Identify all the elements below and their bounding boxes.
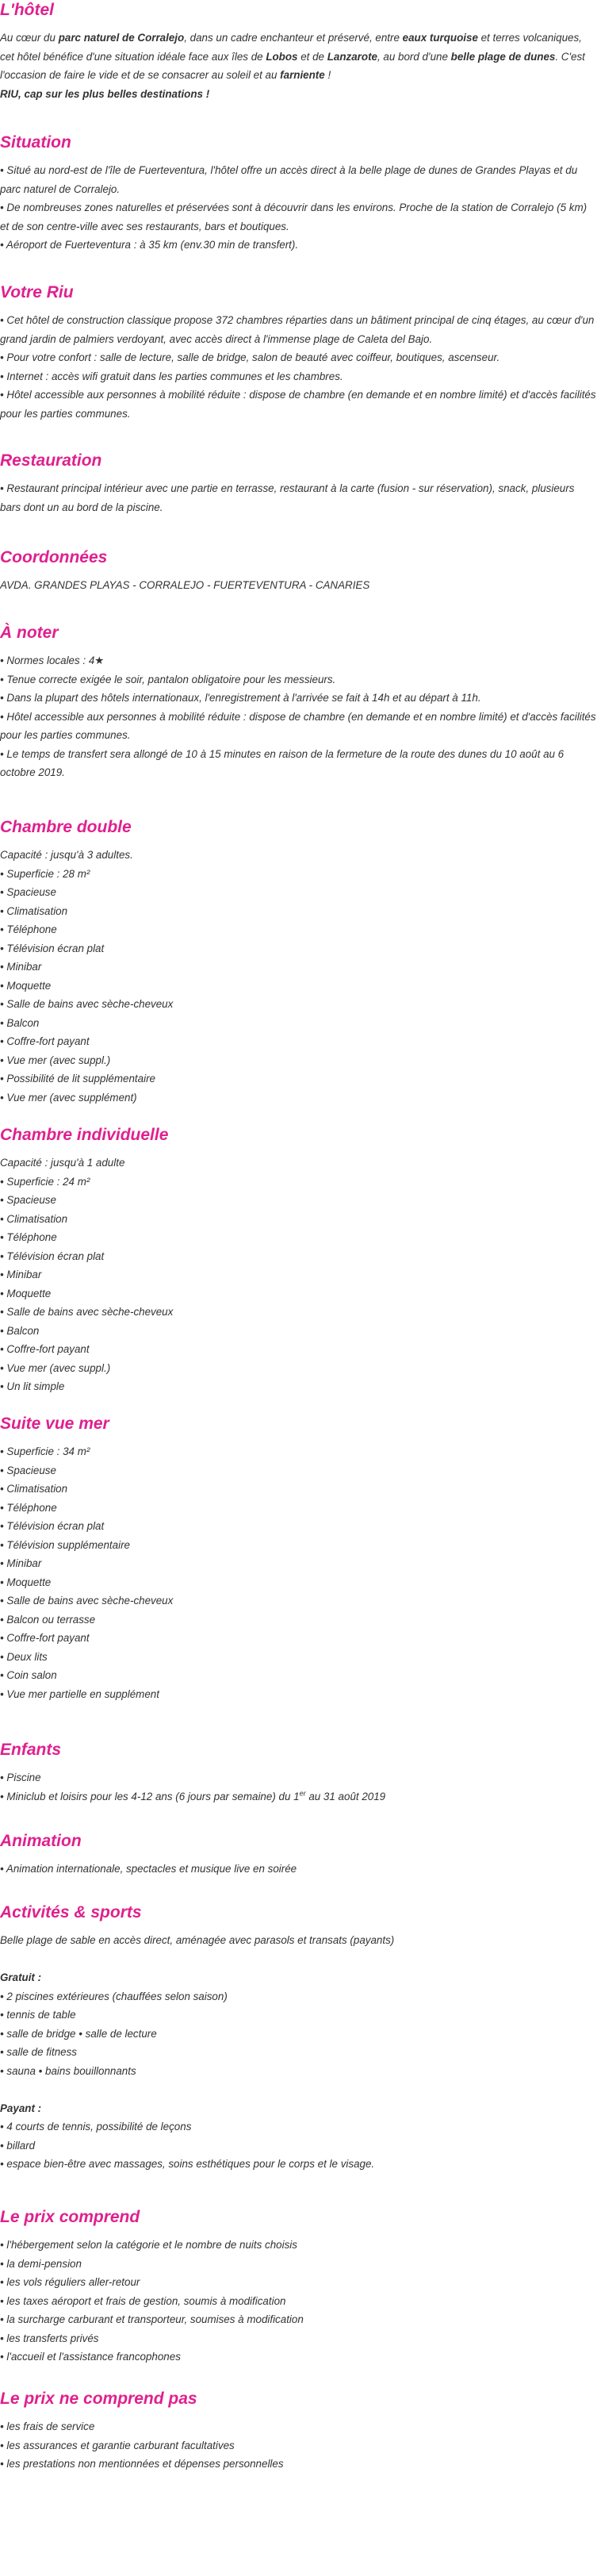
section-l-hotel [0,0,596,103]
text-run: • Cet hôtel de construction classique propose 372 chambres réparties dans un bâtiment principal de cinq étages, au cœur d'un grand jardin de palmiers verdoyant, avec accès direct à l'immense plage de Caleta del Bajo. [0,314,595,345]
text-run: • 4 courts de tennis, possibilité de leçons [0,2121,192,2133]
text-line [0,1228,596,1247]
text-line [0,2329,596,2348]
text-run: • sauna • bains bouillonnants [0,2064,136,2077]
text-run: • Spacieuse [0,886,56,898]
text-run: • Internet : accès wifi gratuit dans les parties communes et les chambres. [0,370,343,382]
section-title: Enfants [0,1741,62,1759]
text-run: Au cœur du [0,32,59,44]
section-title: Animation [0,1832,82,1850]
text-line [0,1629,596,1648]
text-line [0,2236,596,2255]
text-run: • Hôtel accessible aux personnes à mobilité réduite : dispose de chambre (en demande et en nombre limité) et d'accès facilités pour les parties communes. [0,710,596,741]
text-line [0,1554,596,1573]
text-run: • Télévision écran plat [0,1250,105,1262]
section-title: Votre Riu [0,283,74,301]
section-coordonnees [0,547,596,595]
section-title: Coordonnées [0,548,108,566]
section-title: Activités & sports [0,1903,142,1921]
section-title: Restauration [0,451,102,470]
text-run: • Téléphone [0,1501,57,1514]
text-line [0,29,596,85]
text-run: • Vue mer (avec suppl.) [0,1361,111,1374]
text-run: • Superficie : 34 m² [0,1445,90,1457]
text-run: • Moquette [0,1287,52,1300]
text-run: au 31 août 2019 [305,1790,386,1802]
text-run: • Un lit simple [0,1380,65,1392]
text-run: ! [324,69,331,81]
section-body [0,29,596,103]
text-line [0,1573,596,1592]
bold-text: farniente [280,69,325,81]
superscript-text: er [299,1789,306,1798]
bold-text: RIU, cap sur les plus belles destinations ! [0,87,210,100]
text-run: • Tenue correcte exigée le soir, pantalon obligatoire pour les messieurs. [0,673,336,685]
text-line [0,367,596,386]
text-line [0,745,596,782]
text-run: • les prestations non mentionnées et dépenses personnelles [0,2458,284,2470]
text-line [0,651,596,670]
text-line [0,1069,596,1088]
text-run: et terres volcaniques, cet hôtel bénéfice d'une situation idéale face aux îles de [0,32,582,63]
text-run: • les frais de service [0,2421,95,2432]
section-body [0,1931,596,2174]
section-chambre-double [0,817,596,1107]
text-line [0,2292,596,2311]
text-run: Capacité : jusqu'à 1 adulte [0,1157,125,1169]
text-run: • Coffre-fort payant [0,1343,90,1355]
text-line [0,2310,596,2329]
text-line [0,1032,596,1051]
text-run: • Pour votre confort : salle de lecture, salle de bridge, salon de beauté avec coiffeur, boutiques, ascenseur. [0,351,500,363]
text-line [0,1610,596,1630]
text-run: • Hôtel accessible aux personnes à mobilité réduite : dispose de chambre (en demande et en nombre limité) et d'accès facilités pour les parties communes. [0,389,596,420]
text-run: • Télévision écran plat [0,942,105,954]
text-run: • Téléphone [0,923,57,935]
text-run: • Balcon ou terrasse [0,1613,96,1626]
text-run: • Vue mer (avec suppl.) [0,1054,111,1066]
text-run: • Spacieuse [0,1194,56,1206]
bold-text: Payant : [0,2102,42,2114]
text-run: • Climatisation [0,1212,68,1225]
text-run: • tennis de table [0,2009,76,2021]
text-line [0,311,596,348]
text-run: Belle plage de sable en accès direct, aménagée avec parasols et transats (payants) [0,1934,395,1946]
bold-text: Lobos [266,50,298,63]
section-restauration [0,451,596,516]
text-line [0,977,596,996]
text-line [0,1768,596,1787]
text-run: • Restaurant principal intérieur avec une partie en terrasse, restaurant à la carte (fusion - sur réservation), snack, plusieurs bars dont un au bord de la piscine. [0,482,575,513]
text-line [0,1154,596,1173]
section-body [0,2236,596,2367]
text-line [0,1480,596,1499]
text-line [0,920,596,939]
text-line [0,85,596,104]
text-line [0,1088,596,1108]
spacer [0,2080,596,2099]
text-line [0,1442,596,1461]
text-run: • Superficie : 28 m² [0,867,90,880]
section-body [0,161,596,255]
text-line [0,1014,596,1033]
section-votre-riu [0,282,596,423]
text-run: • Aéroport de Fuerteventura : à 35 km (env.30 min de transfert). [0,239,299,251]
text-line [0,1303,596,1322]
text-run: • espace bien-être avec massages, soins esthétiques pour le corps et le visage. [0,2158,375,2170]
text-run: • salle de fitness [0,2046,77,2058]
text-run: • Téléphone [0,1231,57,1243]
text-line [0,198,596,236]
text-run: • Minibar [0,1557,42,1569]
text-run: • les taxes aéroport et frais de gestion, soumis à modification [0,2294,286,2307]
text-run: • l'accueil et l'assistance francophones [0,2351,181,2363]
text-line [0,902,596,921]
section-title: L'hôtel [0,1,54,19]
text-line [0,161,596,198]
text-line [0,939,596,958]
section-animation [0,1831,596,1879]
text-run: , au bord d'une [377,50,451,63]
text-run: • Normes locales : 4★ [0,655,105,666]
text-run: • Situé au nord-est de l'île de Fuerteventura, l'hôtel offre un accès direct à la belle plage de dunes de Grandes Playas et du parc naturel de Corralejo. [0,164,578,195]
text-line [0,2062,596,2081]
spacer [0,1950,596,1969]
text-run: . C'est l'occasion de faire le vide et de se consacrer au soleil et au [0,50,585,81]
section-body [0,479,596,516]
text-line [0,1591,596,1610]
text-run: • Minibar [0,961,42,973]
text-line [0,1666,596,1685]
text-run: • Moquette [0,979,52,992]
text-line [0,2136,596,2156]
text-run: • Balcon [0,1324,40,1337]
text-line [0,348,596,367]
text-line [0,1051,596,1070]
text-line [0,689,596,708]
text-line [0,883,596,902]
text-line [0,2455,596,2474]
text-run: • Balcon [0,1016,40,1029]
bold-text: eaux turquoise [402,32,478,44]
text-line [0,708,596,745]
text-line [0,2255,596,2274]
text-run: • Miniclub et loisirs pour les 4-12 ans (6 jours par semaine) du 1 [0,1790,300,1802]
text-run: , dans un cadre enchanteur et préservé, entre [184,32,403,44]
text-line [0,2006,596,2025]
text-line [0,386,596,423]
text-run: • Superficie : 24 m² [0,1175,90,1188]
bold-text: belle plage de dunes [450,50,556,63]
text-run: • Animation internationale, spectacles et musique live en soirée [0,1863,297,1875]
text-run: • Salle de bains avec sèche-cheveux [0,998,174,1010]
text-run: Capacité : jusqu'à 3 adultes. [0,849,133,861]
text-line [0,1517,596,1536]
section-title: À noter [0,624,59,642]
text-line [0,1340,596,1359]
text-line [0,2273,596,2292]
text-run: • Le temps de transfert sera allongé de 10 à 15 minutes en raison de la fermeture de la route des dunes du 10 août au 6 octobre 2019. [0,747,565,778]
text-run: • Vue mer partielle en supplément [0,1687,159,1700]
text-line [0,865,596,884]
section-body [0,576,596,595]
text-line [0,1931,596,1950]
section-situation [0,132,596,255]
text-line [0,1860,596,1879]
text-run: • la demi-pension [0,2257,82,2270]
text-run: • les vols réguliers aller-retour [0,2276,140,2288]
section-body [0,311,596,423]
bold-text: Gratuit : [0,1971,42,1983]
section-body [0,1860,596,1879]
section-title: Le prix ne comprend pas [0,2390,197,2408]
section-title: Le prix comprend [0,2208,140,2226]
text-run: et de [297,50,327,63]
text-run: • Piscine [0,1772,41,1783]
text-line [0,846,596,865]
text-line [0,2117,596,2136]
text-run: • les transferts privés [0,2332,99,2344]
text-run: • Climatisation [0,1483,68,1495]
text-line [0,1787,596,1806]
text-line [0,236,596,255]
text-line [0,1987,596,2006]
text-run: • Vue mer (avec supplément) [0,1091,137,1104]
text-run: • Coffre-fort payant [0,1632,90,1644]
text-run: • l'hébergement selon la catégorie et le nombre de nuits choisis [0,2239,297,2251]
text-line [0,1284,596,1303]
text-run: • 2 piscines extérieures (chauffées selon saison) [0,1990,228,2002]
text-line [0,1968,596,1987]
text-line [0,670,596,689]
text-run: • Climatisation [0,904,68,917]
text-line [0,2155,596,2174]
section-a-noter [0,623,596,782]
text-line [0,1322,596,1341]
section-body [0,651,596,782]
text-line [0,1191,596,1210]
text-line [0,2025,596,2044]
text-run: • Coin salon [0,1669,57,1681]
text-line [0,1499,596,1518]
text-line [0,1173,596,1192]
text-line [0,1210,596,1229]
text-run: • Salle de bains avec sèche-cheveux [0,1595,174,1607]
text-line [0,1265,596,1284]
section-le-prix-comprend [0,2207,596,2367]
text-line [0,1648,596,1667]
text-run: • Moquette [0,1576,52,1588]
text-run: • la surcharge carburant et transporteur, soumises à modification [0,2313,304,2325]
section-body [0,2417,596,2474]
text-line [0,1247,596,1266]
section-title: Chambre double [0,818,132,836]
text-run: • Salle de bains avec sèche-cheveux [0,1306,174,1318]
text-run: • Minibar [0,1269,42,1280]
text-run: AVDA. GRANDES PLAYAS - CORRALEJO - FUERTEVENTURA - CANARIES [0,579,370,591]
text-line [0,995,596,1014]
section-enfants [0,1740,596,1806]
section-body [0,846,596,1107]
text-run: • Coffre-fort payant [0,1035,90,1047]
text-run: • Télévision écran plat [0,1520,105,1532]
section-title: Chambre individuelle [0,1126,169,1144]
text-line [0,2417,596,2436]
section-title: Situation [0,133,71,152]
text-run: • De nombreuses zones naturelles et préservées sont à découvrir dans les environs. Proche de la station de Corralejo (5 km) et de son centre-ville avec ses restaurants, bars et boutiques. [0,202,588,232]
section-suite-vue-mer [0,1414,596,1703]
section-body [0,1154,596,1396]
text-run: • salle de bridge • salle de lecture [0,2027,157,2040]
text-run: • Possibilité de lit supplémentaire [0,1073,155,1085]
text-run: • Deux lits [0,1650,48,1663]
text-run: • les assurances et garantie carburant facultatives [0,2439,235,2451]
text-line [0,2099,596,2118]
text-run: • Spacieuse [0,1464,56,1476]
text-line [0,1536,596,1555]
text-run: • billard [0,2139,36,2152]
text-line [0,1359,596,1378]
text-line [0,576,596,595]
section-activites-sports [0,1902,596,2174]
section-le-prix-ne-comprend-pas [0,2389,596,2474]
text-line [0,2348,596,2367]
bold-text: Lanzarote [327,50,377,63]
bold-text: parc naturel de Corralejo [58,32,185,44]
section-chambre-individuelle [0,1125,596,1396]
section-body [0,1768,596,1806]
section-body [0,1442,596,1703]
text-line [0,1685,596,1704]
text-line [0,1461,596,1480]
text-run: • Dans la plupart des hôtels internationaux, l'enregistrement à l'arrivée se fait à 14h et au départ à 11h. [0,692,481,704]
text-line [0,1377,596,1396]
text-line [0,2043,596,2062]
text-line [0,958,596,977]
section-title: Suite vue mer [0,1415,109,1433]
text-line [0,479,596,516]
text-line [0,2436,596,2455]
text-run: • Télévision supplémentaire [0,1538,130,1551]
